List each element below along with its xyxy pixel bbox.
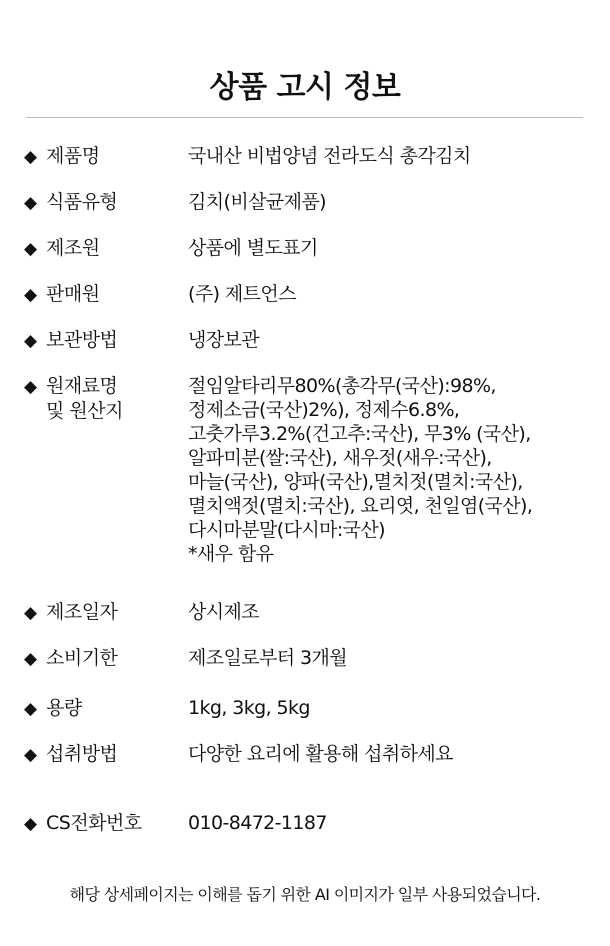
row-label: ◆ 섭취방법 bbox=[24, 743, 118, 765]
row-label: ◆ 제조일자 bbox=[24, 601, 118, 623]
row-label-line2: 및 원산지 bbox=[46, 400, 123, 422]
row-value: 상시제조 bbox=[188, 601, 260, 623]
diamond-bullet-icon: ◆ bbox=[24, 745, 37, 765]
row-label: ◆ 판매원 bbox=[24, 283, 100, 305]
row-label: ◆ 제조원 bbox=[24, 237, 100, 259]
row-label: ◆ 식품유형 bbox=[24, 191, 118, 213]
ingredient-line: 다시마분말(다시마:국산) bbox=[188, 519, 385, 541]
diamond-bullet-icon: ◆ bbox=[24, 649, 37, 669]
ingredient-line: 정제소금(국산)2%), 정제수6.8%, bbox=[188, 399, 460, 421]
diamond-bullet-icon: ◆ bbox=[24, 147, 37, 167]
diamond-bullet-icon: ◆ bbox=[24, 699, 37, 719]
row-label: ◆ CS전화번호 bbox=[24, 812, 142, 834]
ai-image-notice: 해당 상세페이지는 이해를 돕기 위한 AI 이미지가 일부 사용되었습니다. bbox=[69, 885, 541, 904]
row-label: ◆ 용량 bbox=[24, 697, 82, 719]
ingredient-line: 마늘(국산), 양파(국산),멸치젓(멸치:국산), bbox=[188, 471, 523, 493]
ingredient-line: 멸치액젓(멸치:국산), 요리엿, 천일염(국산), bbox=[188, 495, 533, 517]
row-value: 다양한 요리에 활용해 섭취하세요 bbox=[188, 743, 453, 765]
row-value: 냉장보관 bbox=[188, 329, 260, 351]
row-value: 국내산 비법양념 전라도식 총각김치 bbox=[188, 145, 471, 167]
row-label: ◆ 제품명 bbox=[24, 145, 100, 167]
page-title: 상품 고시 정보 bbox=[209, 70, 401, 105]
diamond-bullet-icon: ◆ bbox=[24, 193, 37, 213]
diamond-bullet-icon: ◆ bbox=[24, 814, 37, 834]
row-value: (주) 제트언스 bbox=[188, 283, 296, 305]
diamond-bullet-icon: ◆ bbox=[24, 285, 37, 305]
allergen-note: *새우 함유 bbox=[188, 543, 274, 565]
row-value bbox=[188, 374, 598, 566]
row-label: ◆ 소비기한 bbox=[24, 647, 118, 669]
row-value: 상품에 별도표기 bbox=[188, 237, 318, 259]
row-value: 1kg, 3kg, 5kg bbox=[188, 697, 310, 719]
ingredient-line: 알파미분(쌀:국산), 새우젓(새우:국산), bbox=[188, 447, 492, 469]
row-value: 제조일로부터 3개월 bbox=[188, 647, 347, 669]
ingredient-line: 절임알타리무80%(총각무(국산):98%, bbox=[188, 375, 496, 397]
diamond-bullet-icon: ◆ bbox=[24, 331, 37, 351]
row-label: ◆ 원재료명 및 원산지 bbox=[24, 374, 184, 423]
title-divider bbox=[26, 117, 583, 118]
diamond-bullet-icon: ◆ bbox=[24, 239, 37, 259]
row-label: ◆ 보관방법 bbox=[24, 329, 118, 351]
diamond-bullet-icon: ◆ bbox=[24, 377, 37, 397]
diamond-bullet-icon: ◆ bbox=[24, 603, 37, 623]
ingredient-line: 고춧가루3.2%(건고추:국산), 무3% (국산), bbox=[188, 423, 531, 445]
row-value: 김치(비살균제품) bbox=[188, 191, 326, 213]
cs-phone-number: 010-8472-1187 bbox=[188, 812, 327, 834]
